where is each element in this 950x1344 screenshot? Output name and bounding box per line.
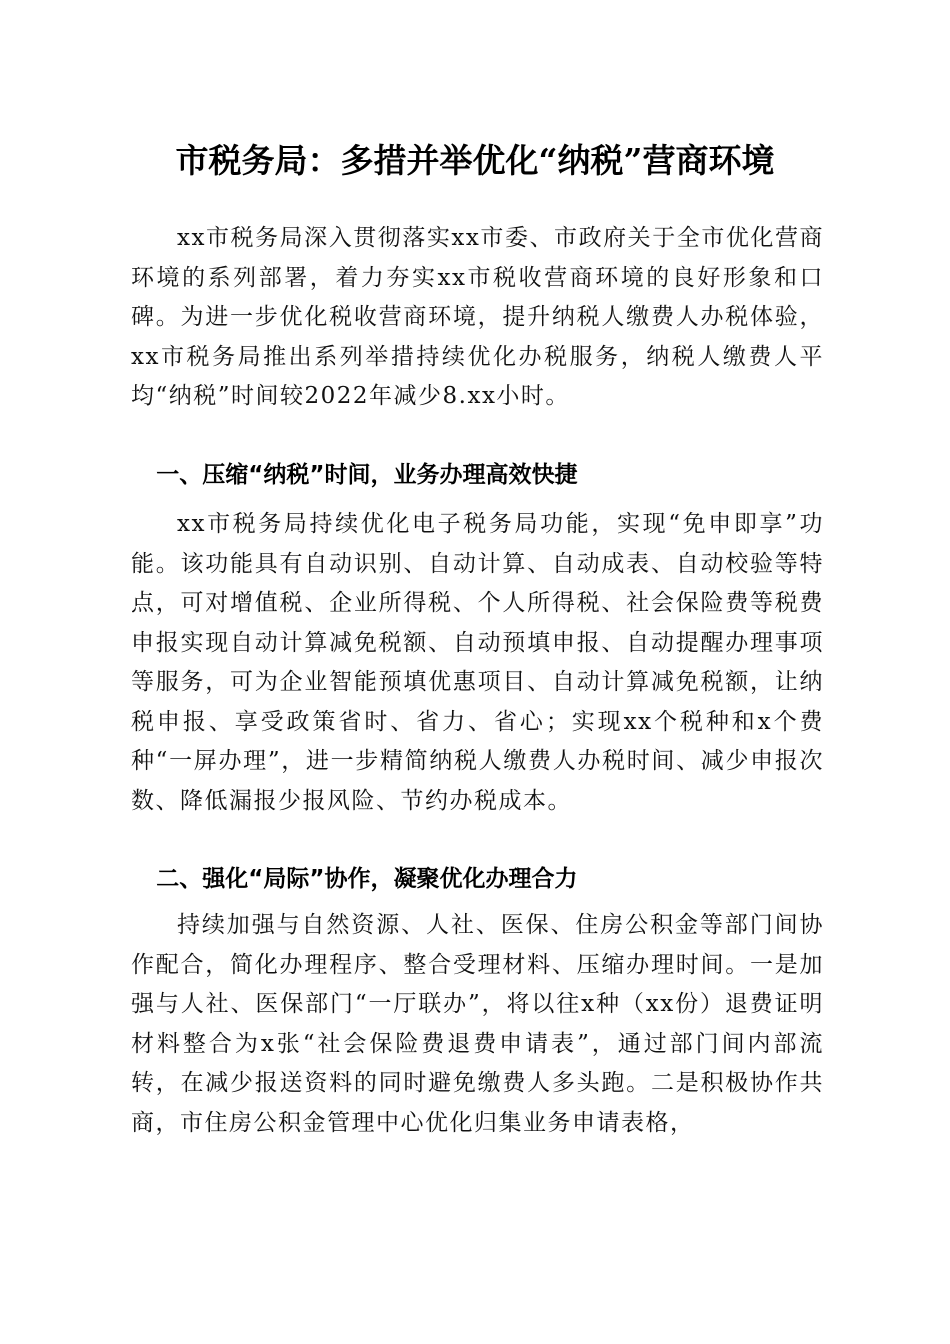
intro-paragraph: xx市税务局深入贯彻落实xx市委、市政府关于全市优化营商环境的系列部署，着力夯实xx市税收营商环境的良好形象和口碑。为进一步优化税收营商环境，提升纳税人缴费人办税体验，xx市税务局推出系列举措持续优化办税服务，纳税人缴费人平均“纳税”时间较2022年减少8.xx小时。 (131, 225, 824, 409)
section-heading-2: 二、强化“局际”协作，凝聚优化办理合力 (156, 866, 578, 892)
section-1-paragraph: xx市税务局持续优化电子税务局功能，实现“免申即享”功能。该功能具有自动识别、自动计算、自动成表、自动校验等特点，可对增值税、企业所得税、个人所得税、社会保险费等税费申报实现自动计算减免税额、自动预填申报、自动提醒办理事项等服务，可为企业智能预填优惠项目、自动计算减免税额，让纳税申报、享受政策省时、省力、省心；实现xx个税种和x个费种“一屏办理”，进一步精简纳税人缴费人办税时间、减少申报次数、降低漏报少报风险、节约办税成本。 (131, 511, 824, 814)
section-heading-1: 一、压缩“纳税”时间，业务办理高效快捷 (156, 462, 578, 488)
document-title: 市税务局：多措并举优化“纳税”营商环境 (175, 141, 775, 180)
section-2-paragraph: 持续加强与自然资源、人社、医保、住房公积金等部门间协作配合，简化办理程序、整合受理材料、压缩办理时间。一是加强与人社、医保部门“一厅联办”，将以往x种（xx份）退费证明材料整合为x张“社会保险费退费申请表”，通过部门间内部流转，在减少报送资料的同时避免缴费人多头跑。二是积极协作共商，市住房公积金管理中心优化归集业务申请表格， (131, 912, 824, 1136)
